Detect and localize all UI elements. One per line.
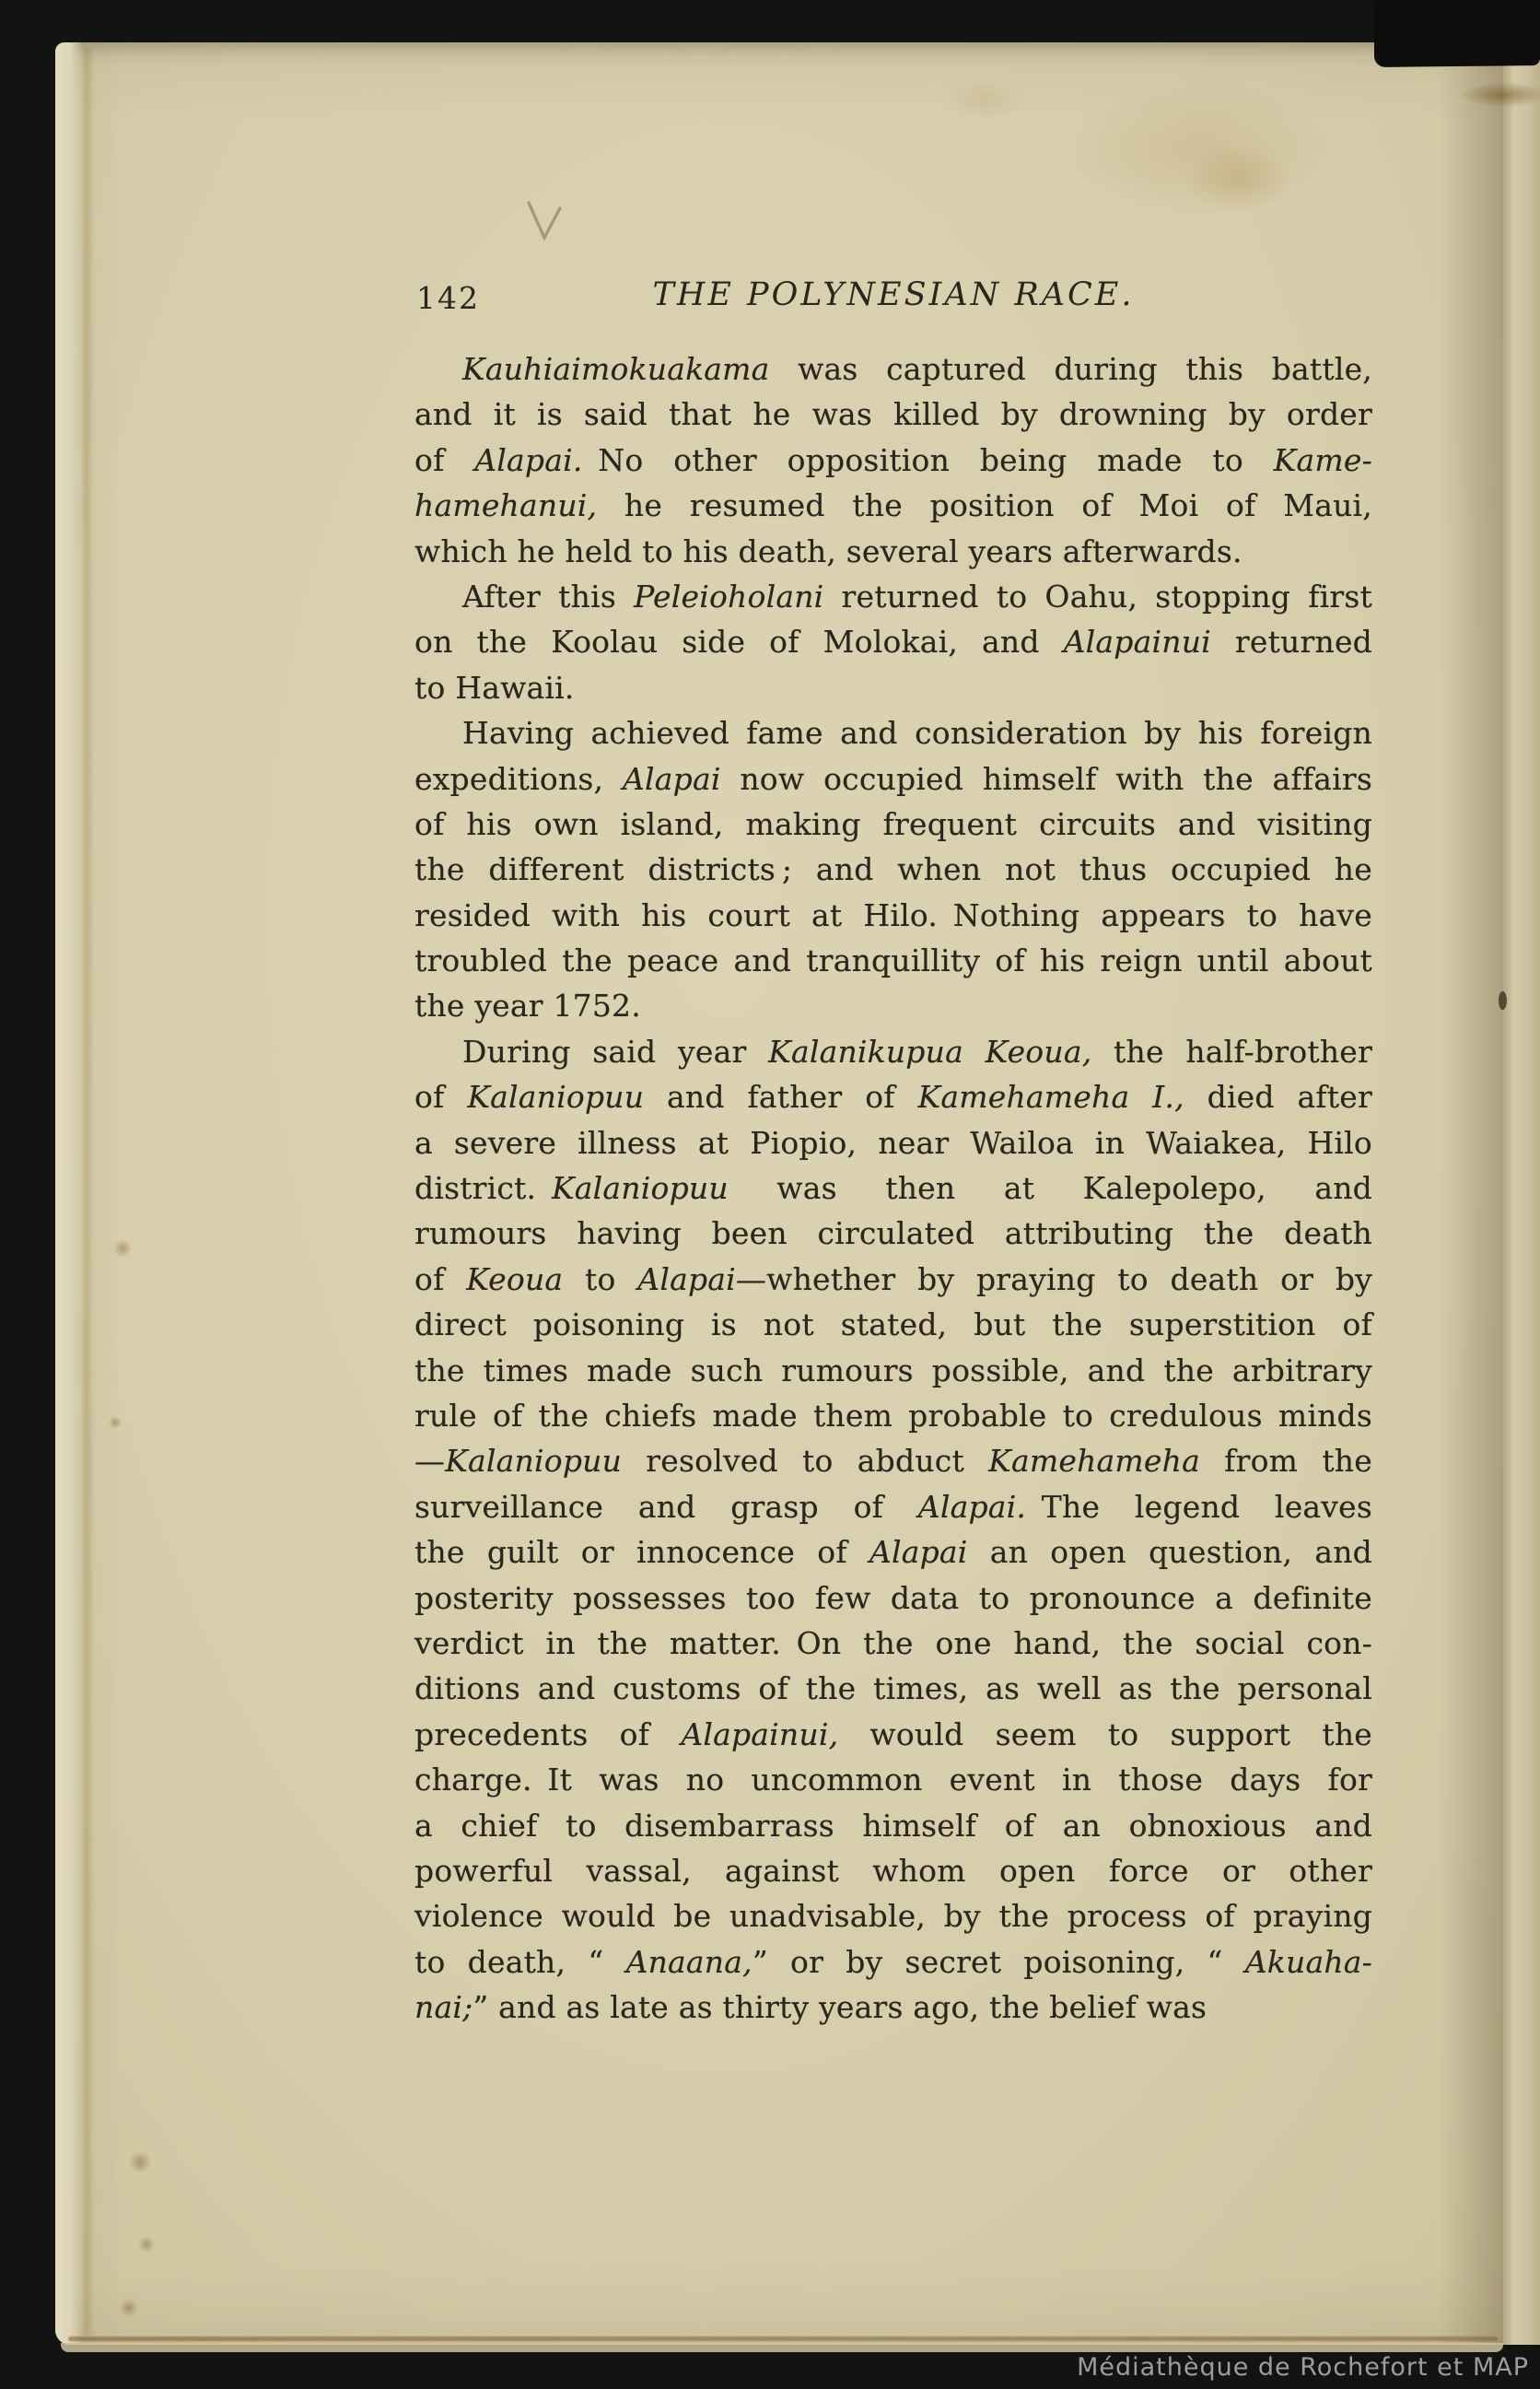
text-line: a chief to disembarrass himself of an obnoxious and — [414, 1807, 1372, 1844]
text-line: expeditions, Alapai now occupied himself with the affairs — [414, 760, 1372, 797]
foxing-spot — [120, 2298, 138, 2318]
text-line: the year 1752. — [414, 988, 641, 1025]
running-title: THE POLYNESIAN RACE. — [652, 276, 1135, 313]
gutter-shadow — [1439, 42, 1503, 2345]
text-line: powerful vassal, against whom open force or other — [414, 1852, 1372, 1889]
text-line: of Keoua to Alapai—whether by praying to death or by — [414, 1260, 1373, 1297]
page-edge-stack — [55, 42, 83, 2345]
text-line: verdict in the matter. On the one hand, the social con- — [414, 1624, 1372, 1661]
text-line: ditions and customs of the times, as well as the personal — [414, 1670, 1372, 1707]
foxing-spot — [129, 2150, 151, 2174]
text-line: hamehanui, he resumed the position of Moi of Maui, — [414, 487, 1372, 524]
page-bottom-edge — [68, 2336, 1498, 2341]
stain-spot — [1184, 144, 1294, 213]
watermark-text: Médiathèque de Rochefort et MAP — [1077, 2353, 1529, 2382]
page-number: 142 — [416, 280, 480, 316]
stain-spot — [1463, 83, 1540, 107]
text-line: a severe illness at Piopio, near Wailoa in Waiakea, Hilo — [414, 1124, 1372, 1161]
body-text — [414, 346, 1372, 2030]
text-line: Kauhiaimokuakama was captured during this battle, — [462, 351, 1372, 387]
text-line: After this Peleioholani returned to Oahu, stopping first — [462, 578, 1372, 615]
text-line: the times made such rumours possible, and the arbitrary — [414, 1352, 1372, 1388]
text-line: to Hawaii. — [414, 669, 575, 706]
pencil-check-mark — [523, 197, 566, 245]
text-line: which he held to his death, several years afterwards. — [414, 533, 1242, 569]
text-line: nai;” and as late as thirty years ago, the belief was — [414, 1989, 1208, 2026]
next-page-fold-edge — [1503, 42, 1540, 2345]
text-line: precedents of Alapainui, would seem to support the — [414, 1716, 1373, 1752]
text-line: rule of the chiefs made them probable to credulous minds — [414, 1397, 1372, 1434]
foxing-spot — [138, 2235, 155, 2254]
text-line: to death, “ Anaana,” or by secret poisoning, “ Akuaha- — [414, 1943, 1372, 1980]
foxing-spot — [109, 1415, 122, 1430]
book-page — [55, 42, 1540, 2345]
text-line: surveillance and grasp of Alapai. The legend leaves — [414, 1488, 1372, 1525]
text-line: of Alapai. No other opposition being made to Kame- — [414, 441, 1372, 478]
text-line: —Kalaniopuu resolved to abduct Kamehameha from the — [414, 1443, 1372, 1480]
text-line: During said year Kalanikupua Keoua, the half-brother — [462, 1033, 1373, 1070]
text-line: district. Kalaniopuu was then at Kalepolepo, and — [414, 1170, 1372, 1207]
page-edge-stain-line — [81, 48, 94, 2336]
text-line: and it is said that he was killed by drowning by order — [414, 396, 1372, 433]
page-edge-notch — [1499, 991, 1507, 1010]
book-clamp — [1374, 0, 1540, 67]
text-line: on the Koolau side of Molokai, and Alapainui returned — [414, 624, 1372, 661]
text-line: charge. It was no uncommon event in those days for — [414, 1762, 1372, 1798]
text-line: resided with his court at Hilo. Nothing appears to have — [414, 896, 1372, 933]
text-line: posterity possesses too few data to pronounce a definite — [414, 1579, 1372, 1616]
stain-spot — [944, 79, 1027, 121]
text-line: of Kalaniopuu and father of Kamehameha I., died after — [414, 1079, 1373, 1116]
text-line: violence would be unadvisable, by the process of praying — [414, 1898, 1372, 1935]
page-bottom-lip — [61, 2343, 1503, 2352]
text-line: Having achieved fame and consideration by his foreign — [462, 715, 1372, 752]
text-line: direct poisoning is not stated, but the superstition of — [414, 1306, 1372, 1343]
text-line: the guilt or innocence of Alapai an open question, and — [414, 1534, 1372, 1571]
text-line: rumours having been circulated attributing the death — [414, 1215, 1372, 1252]
text-line: troubled the peace and tranquillity of his reign until about — [414, 943, 1372, 979]
page-header — [414, 275, 1372, 317]
text-line: the different districts ; and when not thus occupied he — [414, 851, 1372, 888]
text-line: of his own island, making frequent circuits and visiting — [414, 805, 1372, 842]
foxing-spot — [114, 1238, 131, 1259]
